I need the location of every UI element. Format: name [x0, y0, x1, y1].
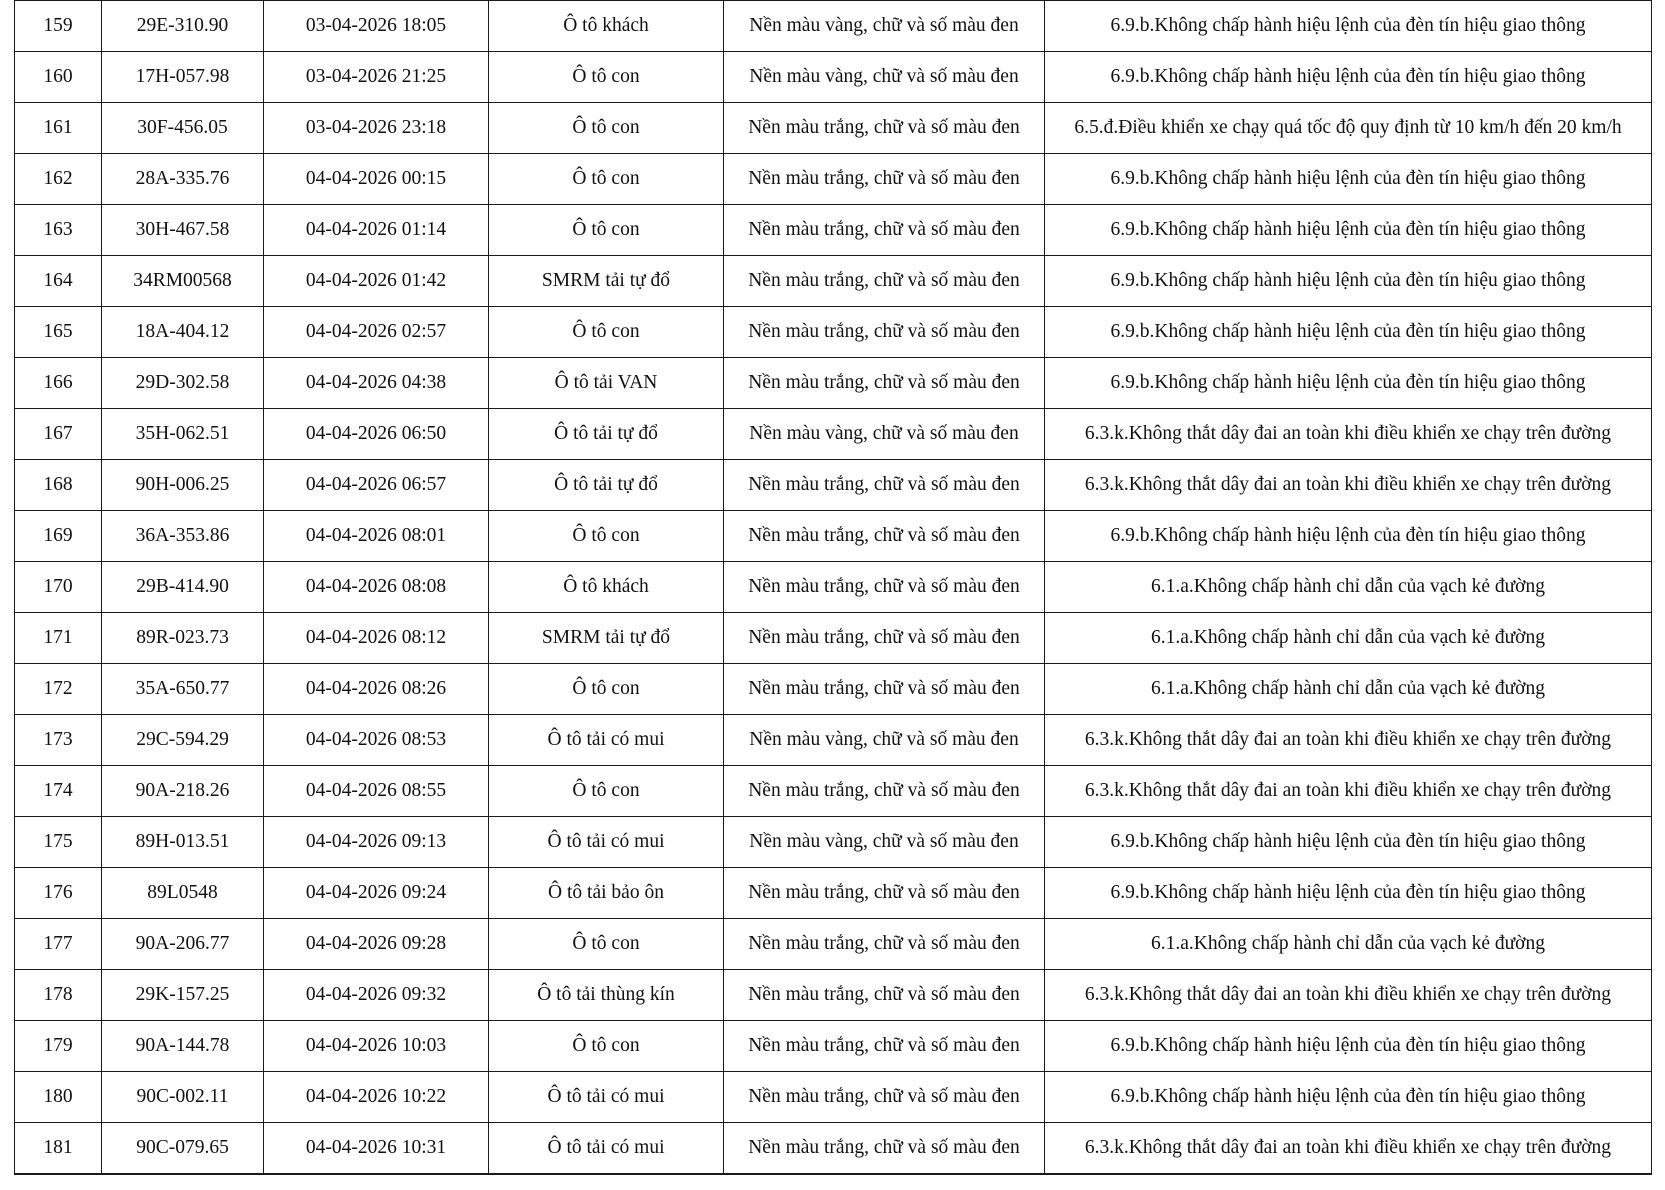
table-row: [15, 52, 1652, 103]
plate-color-cell: Nền màu trắng, chữ và số màu đen: [724, 358, 1045, 409]
row-number-cell: 181: [15, 1123, 102, 1175]
vehicle-type-cell: Ô tô tải có mui: [489, 817, 724, 868]
violation-time-cell: 04-04-2026 08:26: [264, 664, 489, 715]
violation-time-cell: 04-04-2026 08:01: [264, 511, 489, 562]
violation-time-cell: 04-04-2026 04:38: [264, 358, 489, 409]
vehicle-type-cell: Ô tô con: [489, 205, 724, 256]
license-plate-cell: 90C-079.65: [102, 1123, 264, 1175]
plate-color-cell: Nền màu trắng, chữ và số màu đen: [724, 307, 1045, 358]
license-plate-cell: 89R-023.73: [102, 613, 264, 664]
row-number-cell: 169: [15, 511, 102, 562]
violation-time-cell: 04-04-2026 08:55: [264, 766, 489, 817]
license-plate-cell: 28A-335.76: [102, 154, 264, 205]
license-plate-cell: 90C-002.11: [102, 1072, 264, 1123]
violation-description-cell: 6.9.b.Không chấp hành hiệu lệnh của đèn tín hiệu giao thông: [1045, 1072, 1652, 1123]
table-row: [15, 1072, 1652, 1123]
plate-color-cell: Nền màu trắng, chữ và số màu đen: [724, 766, 1045, 817]
license-plate-cell: 34RM00568: [102, 256, 264, 307]
violation-time-cell: 04-04-2026 10:31: [264, 1123, 489, 1175]
vehicle-type-cell: Ô tô con: [489, 154, 724, 205]
violation-description-cell: 6.3.k.Không thắt dây đai an toàn khi điều khiển xe chạy trên đường: [1045, 409, 1652, 460]
violation-description-cell: 6.3.k.Không thắt dây đai an toàn khi điều khiển xe chạy trên đường: [1045, 766, 1652, 817]
plate-color-cell: Nền màu trắng, chữ và số màu đen: [724, 1123, 1045, 1175]
vehicle-type-cell: Ô tô tải thùng kín: [489, 970, 724, 1021]
plate-color-cell: Nền màu vàng, chữ và số màu đen: [724, 1, 1045, 52]
vehicle-type-cell: Ô tô tải có mui: [489, 715, 724, 766]
license-plate-cell: 29B-414.90: [102, 562, 264, 613]
row-number-cell: 162: [15, 154, 102, 205]
table-row: [15, 460, 1652, 511]
plate-color-cell: Nền màu trắng, chữ và số màu đen: [724, 154, 1045, 205]
license-plate-cell: 29E-310.90: [102, 1, 264, 52]
license-plate-cell: 89H-013.51: [102, 817, 264, 868]
violation-description-cell: 6.5.đ.Điều khiển xe chạy quá tốc độ quy định từ 10 km/h đến 20 km/h: [1045, 103, 1652, 154]
violation-description-cell: 6.1.a.Không chấp hành chỉ dẫn của vạch kẻ đường: [1045, 664, 1652, 715]
table-row: [15, 103, 1652, 154]
vehicle-type-cell: Ô tô con: [489, 103, 724, 154]
vehicle-type-cell: Ô tô con: [489, 919, 724, 970]
violation-time-cell: 04-04-2026 09:24: [264, 868, 489, 919]
row-number-cell: 180: [15, 1072, 102, 1123]
plate-color-cell: Nền màu trắng, chữ và số màu đen: [724, 1072, 1045, 1123]
table-row: [15, 1, 1652, 52]
plate-color-cell: Nền màu trắng, chữ và số màu đen: [724, 511, 1045, 562]
violation-description-cell: 6.3.k.Không thắt dây đai an toàn khi điều khiển xe chạy trên đường: [1045, 970, 1652, 1021]
vehicle-type-cell: SMRM tải tự đổ: [489, 256, 724, 307]
violation-time-cell: 04-04-2026 06:50: [264, 409, 489, 460]
row-number-cell: 165: [15, 307, 102, 358]
plate-color-cell: Nền màu trắng, chữ và số màu đen: [724, 103, 1045, 154]
plate-color-cell: Nền màu trắng, chữ và số màu đen: [724, 919, 1045, 970]
row-number-cell: 172: [15, 664, 102, 715]
plate-color-cell: Nền màu vàng, chữ và số màu đen: [724, 817, 1045, 868]
vehicle-type-cell: Ô tô con: [489, 766, 724, 817]
table-row: [15, 409, 1652, 460]
row-number-cell: 174: [15, 766, 102, 817]
plate-color-cell: Nền màu trắng, chữ và số màu đen: [724, 460, 1045, 511]
plate-color-cell: Nền màu vàng, chữ và số màu đen: [724, 409, 1045, 460]
table-row: [15, 919, 1652, 970]
violation-time-cell: 04-04-2026 06:57: [264, 460, 489, 511]
violation-time-cell: 04-04-2026 08:12: [264, 613, 489, 664]
violation-description-cell: 6.3.k.Không thắt dây đai an toàn khi điều khiển xe chạy trên đường: [1045, 1123, 1652, 1175]
license-plate-cell: 29C-594.29: [102, 715, 264, 766]
table-row: [15, 715, 1652, 766]
table-row: [15, 1021, 1652, 1072]
vehicle-type-cell: Ô tô con: [489, 307, 724, 358]
license-plate-cell: 30F-456.05: [102, 103, 264, 154]
row-number-cell: 173: [15, 715, 102, 766]
license-plate-cell: 90A-218.26: [102, 766, 264, 817]
vehicle-type-cell: Ô tô tải VAN: [489, 358, 724, 409]
row-number-cell: 176: [15, 868, 102, 919]
violations-table-container: [14, 0, 1651, 1175]
violations-table-body: [15, 1, 1652, 1175]
plate-color-cell: Nền màu trắng, chữ và số màu đen: [724, 613, 1045, 664]
table-row: [15, 154, 1652, 205]
violation-description-cell: 6.1.a.Không chấp hành chỉ dẫn của vạch kẻ đường: [1045, 562, 1652, 613]
violation-description-cell: 6.9.b.Không chấp hành hiệu lệnh của đèn tín hiệu giao thông: [1045, 307, 1652, 358]
license-plate-cell: 17H-057.98: [102, 52, 264, 103]
vehicle-type-cell: Ô tô tải có mui: [489, 1072, 724, 1123]
plate-color-cell: Nền màu trắng, chữ và số màu đen: [724, 256, 1045, 307]
table-row: [15, 205, 1652, 256]
vehicle-type-cell: Ô tô tải có mui: [489, 1123, 724, 1175]
license-plate-cell: 90H-006.25: [102, 460, 264, 511]
row-number-cell: 163: [15, 205, 102, 256]
row-number-cell: 168: [15, 460, 102, 511]
license-plate-cell: 35H-062.51: [102, 409, 264, 460]
violation-time-cell: 04-04-2026 09:28: [264, 919, 489, 970]
violation-description-cell: 6.9.b.Không chấp hành hiệu lệnh của đèn tín hiệu giao thông: [1045, 256, 1652, 307]
license-plate-cell: 36A-353.86: [102, 511, 264, 562]
violation-time-cell: 04-04-2026 08:08: [264, 562, 489, 613]
violation-description-cell: 6.9.b.Không chấp hành hiệu lệnh của đèn tín hiệu giao thông: [1045, 358, 1652, 409]
row-number-cell: 167: [15, 409, 102, 460]
violation-time-cell: 04-04-2026 08:53: [264, 715, 489, 766]
table-row: [15, 511, 1652, 562]
plate-color-cell: Nền màu vàng, chữ và số màu đen: [724, 52, 1045, 103]
table-row: [15, 562, 1652, 613]
vehicle-type-cell: Ô tô con: [489, 511, 724, 562]
row-number-cell: 170: [15, 562, 102, 613]
vehicle-type-cell: Ô tô tải tự đổ: [489, 409, 724, 460]
license-plate-cell: 90A-206.77: [102, 919, 264, 970]
row-number-cell: 175: [15, 817, 102, 868]
plate-color-cell: Nền màu trắng, chữ và số màu đen: [724, 1021, 1045, 1072]
violation-description-cell: 6.1.a.Không chấp hành chỉ dẫn của vạch kẻ đường: [1045, 613, 1652, 664]
license-plate-cell: 29K-157.25: [102, 970, 264, 1021]
table-row: [15, 1123, 1652, 1175]
violation-description-cell: 6.9.b.Không chấp hành hiệu lệnh của đèn tín hiệu giao thông: [1045, 154, 1652, 205]
vehicle-type-cell: Ô tô tải tự đổ: [489, 460, 724, 511]
vehicle-type-cell: Ô tô khách: [489, 562, 724, 613]
table-row: [15, 307, 1652, 358]
vehicle-type-cell: Ô tô tải bảo ôn: [489, 868, 724, 919]
plate-color-cell: Nền màu vàng, chữ và số màu đen: [724, 715, 1045, 766]
table-row: [15, 868, 1652, 919]
license-plate-cell: 30H-467.58: [102, 205, 264, 256]
violation-description-cell: 6.9.b.Không chấp hành hiệu lệnh của đèn tín hiệu giao thông: [1045, 1, 1652, 52]
violation-time-cell: 04-04-2026 01:42: [264, 256, 489, 307]
row-number-cell: 159: [15, 1, 102, 52]
vehicle-type-cell: Ô tô khách: [489, 1, 724, 52]
violation-description-cell: 6.9.b.Không chấp hành hiệu lệnh của đèn tín hiệu giao thông: [1045, 205, 1652, 256]
violation-description-cell: 6.3.k.Không thắt dây đai an toàn khi điều khiển xe chạy trên đường: [1045, 715, 1652, 766]
violation-time-cell: 04-04-2026 10:22: [264, 1072, 489, 1123]
table-row: [15, 664, 1652, 715]
violation-description-cell: 6.9.b.Không chấp hành hiệu lệnh của đèn tín hiệu giao thông: [1045, 52, 1652, 103]
row-number-cell: 161: [15, 103, 102, 154]
plate-color-cell: Nền màu trắng, chữ và số màu đen: [724, 562, 1045, 613]
license-plate-cell: 89L0548: [102, 868, 264, 919]
violation-description-cell: 6.3.k.Không thắt dây đai an toàn khi điều khiển xe chạy trên đường: [1045, 460, 1652, 511]
violations-table: [14, 0, 1652, 1175]
violation-time-cell: 03-04-2026 21:25: [264, 52, 489, 103]
table-row: [15, 613, 1652, 664]
vehicle-type-cell: Ô tô con: [489, 664, 724, 715]
violation-time-cell: 04-04-2026 01:14: [264, 205, 489, 256]
row-number-cell: 177: [15, 919, 102, 970]
plate-color-cell: Nền màu trắng, chữ và số màu đen: [724, 205, 1045, 256]
table-row: [15, 766, 1652, 817]
table-row: [15, 970, 1652, 1021]
row-number-cell: 166: [15, 358, 102, 409]
violation-description-cell: 6.1.a.Không chấp hành chỉ dẫn của vạch kẻ đường: [1045, 919, 1652, 970]
violation-time-cell: 03-04-2026 18:05: [264, 1, 489, 52]
vehicle-type-cell: SMRM tải tự đổ: [489, 613, 724, 664]
violation-time-cell: 04-04-2026 10:03: [264, 1021, 489, 1072]
row-number-cell: 179: [15, 1021, 102, 1072]
violation-time-cell: 04-04-2026 00:15: [264, 154, 489, 205]
violation-description-cell: 6.9.b.Không chấp hành hiệu lệnh của đèn tín hiệu giao thông: [1045, 511, 1652, 562]
table-row: [15, 256, 1652, 307]
row-number-cell: 160: [15, 52, 102, 103]
table-row: [15, 358, 1652, 409]
plate-color-cell: Nền màu trắng, chữ và số màu đen: [724, 868, 1045, 919]
license-plate-cell: 29D-302.58: [102, 358, 264, 409]
vehicle-type-cell: Ô tô con: [489, 1021, 724, 1072]
violation-time-cell: 03-04-2026 23:18: [264, 103, 489, 154]
violation-time-cell: 04-04-2026 09:32: [264, 970, 489, 1021]
license-plate-cell: 18A-404.12: [102, 307, 264, 358]
violation-description-cell: 6.9.b.Không chấp hành hiệu lệnh của đèn tín hiệu giao thông: [1045, 817, 1652, 868]
violation-description-cell: 6.9.b.Không chấp hành hiệu lệnh của đèn tín hiệu giao thông: [1045, 868, 1652, 919]
row-number-cell: 178: [15, 970, 102, 1021]
plate-color-cell: Nền màu trắng, chữ và số màu đen: [724, 970, 1045, 1021]
row-number-cell: 164: [15, 256, 102, 307]
license-plate-cell: 35A-650.77: [102, 664, 264, 715]
license-plate-cell: 90A-144.78: [102, 1021, 264, 1072]
violation-time-cell: 04-04-2026 02:57: [264, 307, 489, 358]
violation-time-cell: 04-04-2026 09:13: [264, 817, 489, 868]
vehicle-type-cell: Ô tô con: [489, 52, 724, 103]
plate-color-cell: Nền màu trắng, chữ và số màu đen: [724, 664, 1045, 715]
row-number-cell: 171: [15, 613, 102, 664]
table-row: [15, 817, 1652, 868]
violation-description-cell: 6.9.b.Không chấp hành hiệu lệnh của đèn tín hiệu giao thông: [1045, 1021, 1652, 1072]
